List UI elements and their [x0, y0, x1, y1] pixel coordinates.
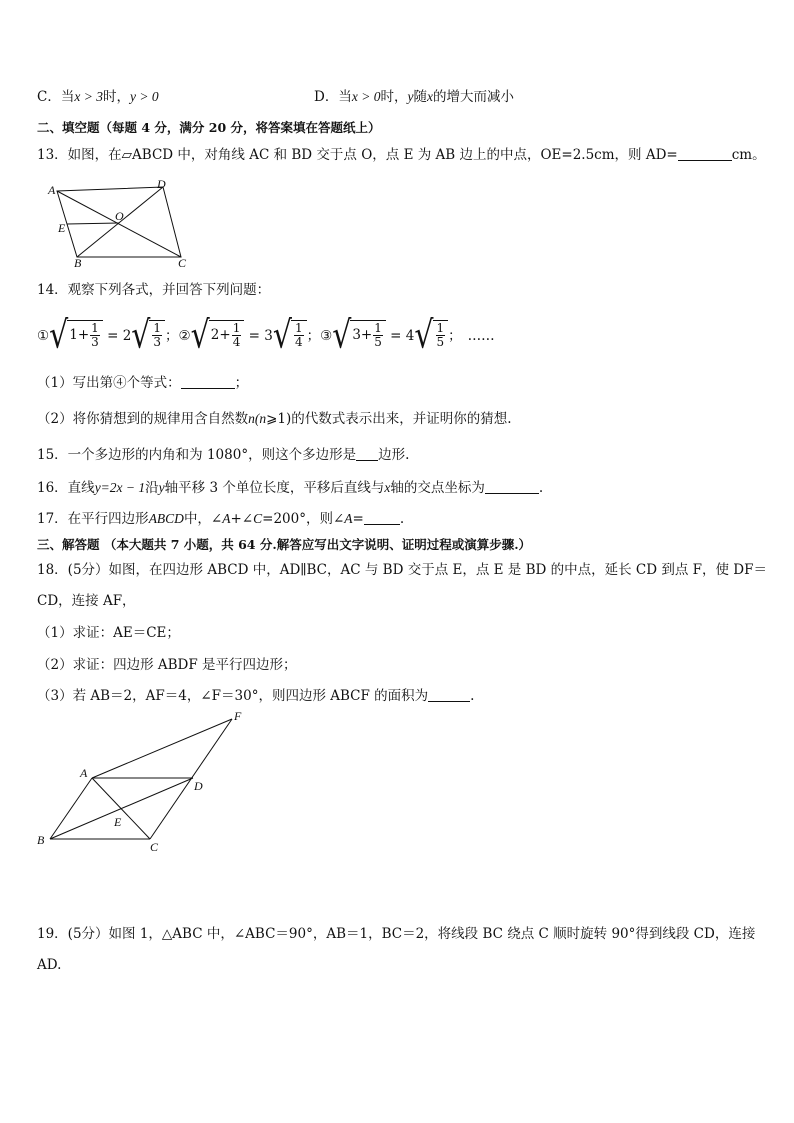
answer-blank: [678, 146, 732, 161]
q18-sub2: （2）求证：四边形 ABDF 是平行四边形；: [37, 657, 297, 673]
answer-blank: [356, 446, 378, 461]
question-18-line-1: 18．(5分）如图，在四边形 ABCD 中，AD∥BC，AC 与 BD 交于点 E，点 E 是 BD 的中点，延长 CD 到点 F，使 DF＝: [37, 562, 767, 578]
eq-2: ② √ 2+ $\frac{1}{4}$ = 3 √ $\frac{1}{4}$ ；: [178, 313, 321, 358]
question-17: 17．在平行四边形ABCD中，∠A+∠C=200°，则∠A= .: [37, 511, 405, 527]
eq-1: ① √ 1+ $\frac{1}{3}$ = 2 √ $\frac{1}{3}$ ；: [37, 313, 179, 358]
label-a: A: [80, 766, 88, 780]
label-b: B: [74, 256, 82, 268]
answer-blank: [428, 687, 470, 702]
label-e: E: [114, 815, 122, 829]
section-2-title: 二、填空题（每题 4 分，满分 20 分，将答案填在答题纸上）: [37, 120, 381, 135]
question-15: 15．一个多边形的内角和为 1080°，则这个多边形是 边形.: [37, 447, 410, 463]
label-o: O: [115, 209, 124, 223]
question-13: 13．如图，在▱ABCD 中，对角线 AC 和 BD 交于点 O，点 E 为 AB 边上的中点，OE=2.5cm，则 AD= cm。: [37, 147, 766, 163]
label-e: E: [58, 221, 66, 235]
q18-sub3: （3）若 AB＝2，AF＝4，∠F＝30°，则四边形 ABCF 的面积为 .: [37, 688, 475, 704]
answer-blank: [181, 374, 235, 389]
question-19-line-2: AD.: [37, 957, 62, 973]
ellipsis: ……: [467, 328, 495, 344]
question-19-line-1: 19．(5分）如图 1，△ABC 中，∠ABC＝90°，AB＝1，BC＝2，将线段 BC 绕点 C 顺时旋转 90°得到线段 CD，连接: [37, 926, 756, 942]
answer-blank: [485, 479, 539, 494]
option-c: C．当x > 3时，y > 0: [37, 89, 159, 105]
label-c: C: [150, 840, 159, 854]
figure-18-quadrilateral: [32, 708, 252, 856]
q18-sub1: （1）求证：AE＝CE；: [37, 625, 180, 641]
q14-sub1: （1）写出第④个等式： ；: [37, 375, 249, 391]
figure-13-parallelogram: [40, 176, 200, 268]
label-d: D: [157, 177, 166, 191]
option-d: D．当x > 0时，y随x的增大而减小: [314, 89, 514, 105]
section-3-title: 三、解答题 （本大题共 7 小题，共 64 分.解答应写出文字说明、证明过程或演算步骤.）: [37, 537, 532, 552]
question-18-line-2: CD，连接 AF，: [37, 593, 136, 609]
q14-sub2: （2）将你猜想到的规律用含自然数n(n⩾1)的代数式表示出来，并证明你的猜想.: [37, 411, 512, 427]
eq-3: ③ √ 3+ $\frac{1}{5}$ = 4 √ $\frac{1}{5}$ ；: [320, 313, 462, 358]
label-f: F: [234, 709, 242, 723]
question-16: 16．直线y=2x − 1沿y轴平移 3 个单位长度，平移后直线与x轴的交点坐标为 .: [37, 480, 544, 496]
label-d: D: [194, 779, 203, 793]
question-14: 14．观察下列各式，并回答下列问题：: [37, 282, 271, 298]
label-c: C: [178, 256, 187, 268]
answer-blank: [364, 510, 400, 525]
label-a: A: [48, 183, 56, 197]
q14-equations: [37, 313, 495, 358]
label-b: B: [37, 833, 45, 847]
